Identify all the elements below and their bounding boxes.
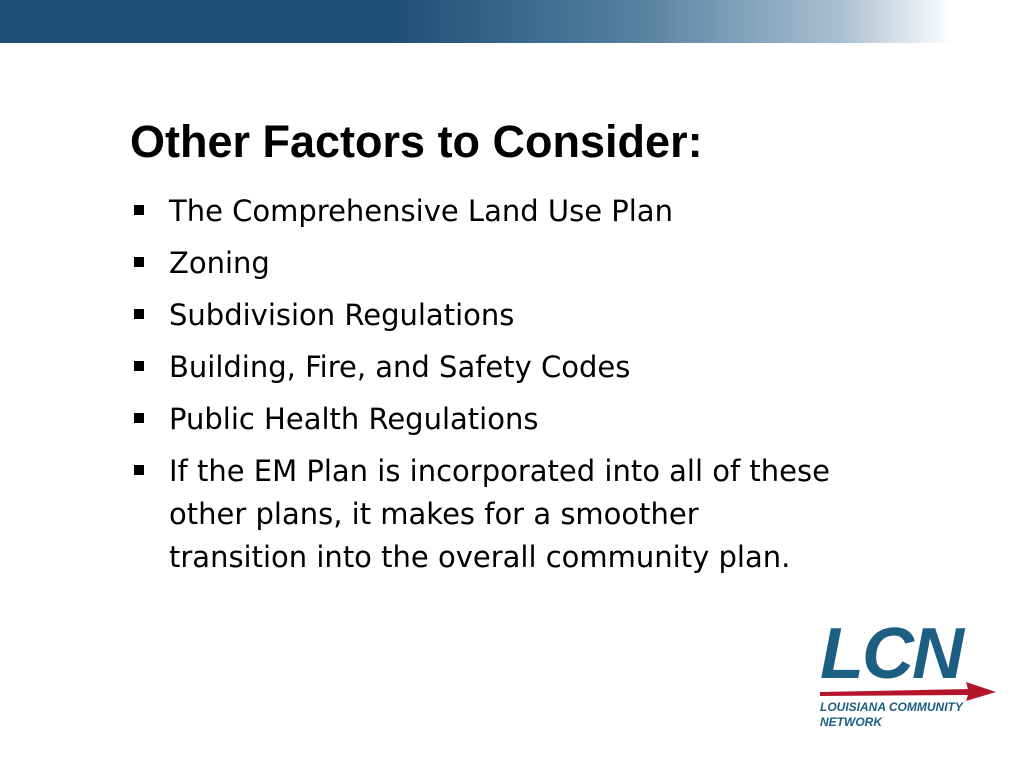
list-item <box>130 242 830 285</box>
square-bullet-icon <box>134 361 144 371</box>
list-item-text: The Comprehensive Land Use Plan <box>169 194 673 228</box>
header-band <box>0 0 1024 43</box>
logo-name-line-1: LOUISIANA COMMUNITY <box>820 700 963 714</box>
logo-letters: LCN <box>820 614 962 694</box>
square-bullet-icon <box>134 309 144 319</box>
square-bullet-icon <box>134 257 144 267</box>
bullet-list <box>130 190 830 588</box>
logo-swoosh-icon <box>818 680 998 702</box>
square-bullet-icon <box>134 465 144 475</box>
list-item <box>130 346 830 389</box>
lcn-logo <box>818 614 998 732</box>
square-bullet-icon <box>134 205 144 215</box>
slide-title: Other Factors to Consider: <box>130 116 703 167</box>
list-item <box>130 294 830 337</box>
list-item-text: Public Health Regulations <box>169 402 539 436</box>
list-item-text: Zoning <box>169 246 270 280</box>
list-item-text: If the EM Plan is incorporated into all of these other plans, it makes for a smoother transition into the overall community plan. <box>169 454 830 574</box>
list-item <box>130 398 830 441</box>
list-item-text: Building, Fire, and Safety Codes <box>169 350 631 384</box>
square-bullet-icon <box>134 413 144 423</box>
list-item-text: Subdivision Regulations <box>169 298 515 332</box>
logo-name-line-2: NETWORK <box>820 715 882 729</box>
list-item <box>130 450 830 579</box>
list-item <box>130 190 830 233</box>
